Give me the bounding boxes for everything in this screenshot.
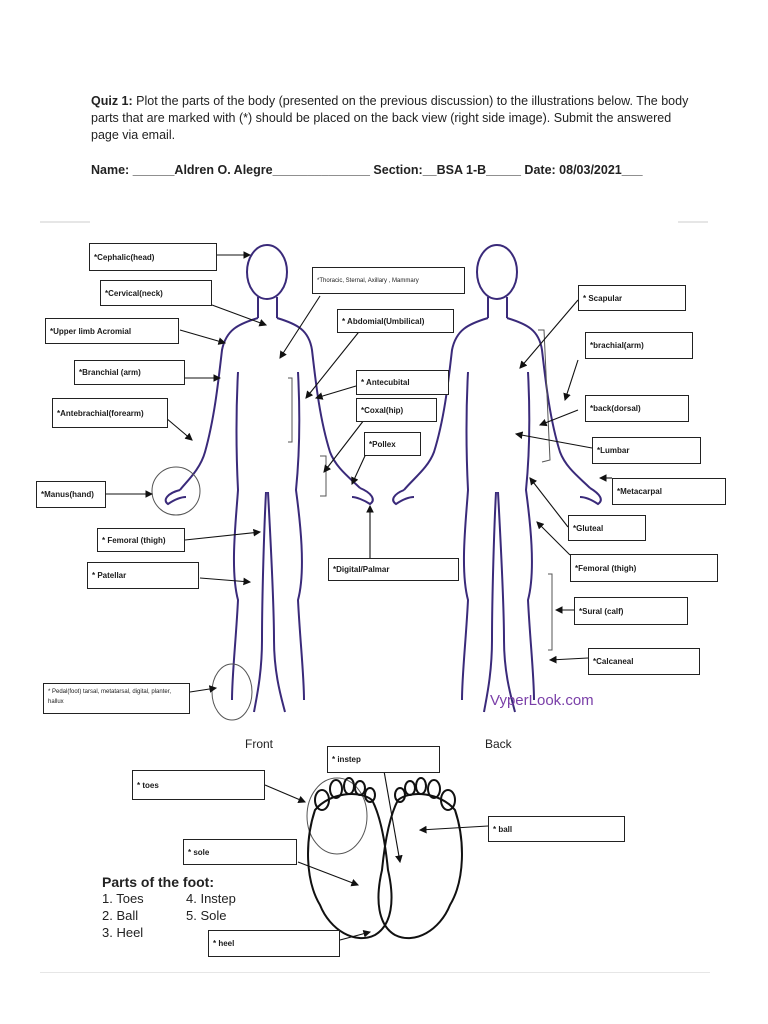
- label-back-dorsal: *back(dorsal): [585, 395, 689, 422]
- label-sole: * sole: [183, 839, 297, 865]
- quiz-label: Quiz 1:: [91, 94, 133, 108]
- label-metacarpal: *Metacarpal: [612, 478, 726, 505]
- instructions-text: Plot the parts of the body (presented on the previous discussion) to the illustrations below. The body parts that are marked with (*) should be placed on the back view (right side image). Submit the answered page via email.: [91, 94, 689, 142]
- feet-illustration: [308, 778, 462, 938]
- instructions-paragraph: [91, 93, 691, 144]
- section-label: Section:: [373, 163, 423, 177]
- label-coxal: *Coxal(hip): [356, 398, 437, 422]
- label-patellar: * Patellar: [87, 562, 199, 589]
- label-brachial-back: *brachial(arm): [585, 332, 693, 359]
- label-thoracic: *Thoracic, Sternal, Axillary , Mammary: [312, 267, 465, 294]
- label-antebrachial: *Antebrachial(forearm): [52, 398, 168, 428]
- date-label: Date:: [524, 163, 556, 177]
- label-branchial: *Branchial (arm): [74, 360, 185, 385]
- foot-part-item: 2. Ball: [102, 908, 139, 923]
- label-heel: * heel: [208, 930, 340, 957]
- watermark-text: VyperLook.com: [490, 692, 594, 709]
- foot-part-item: 5. Sole: [186, 908, 227, 923]
- label-upper-limb: *Upper limb Acromial: [45, 318, 179, 344]
- label-ball: * ball: [488, 816, 625, 842]
- hip-bracket: [320, 456, 326, 496]
- student-info-line: [91, 163, 711, 177]
- label-antecubital: * Antecubital: [356, 370, 449, 395]
- label-manus: *Manus(hand): [36, 481, 106, 508]
- label-cervical: *Cervical(neck): [100, 280, 212, 306]
- foot-part-item: 1. Toes: [102, 891, 144, 906]
- label-calcaneal: *Calcaneal: [588, 648, 700, 675]
- label-gluteal: *Gluteal: [568, 515, 646, 541]
- label-sural: *Sural (calf): [574, 597, 688, 625]
- divider-bottom: [40, 972, 710, 973]
- foot-part-item: 3. Heel: [102, 925, 144, 940]
- section-value: __BSA 1-B_____: [422, 163, 521, 177]
- divider-right: [678, 221, 708, 223]
- label-scapular: * Scapular: [578, 285, 686, 311]
- label-instep: * instep: [327, 746, 440, 773]
- name-value: ______Aldren O. Alegre______________: [132, 163, 370, 177]
- label-femoral-back: *Femoral (thigh): [570, 554, 718, 582]
- label-cephalic: *Cephalic(head): [89, 243, 217, 271]
- abdomen-bracket: [288, 378, 292, 442]
- label-lumbar: *Lumbar: [592, 437, 701, 464]
- foot-circle: [212, 664, 252, 720]
- label-abdominal: * Abdomial(Umbilical): [337, 309, 454, 333]
- label-pedal: * Pedal(foot) tarsal, metatarsal, digital, planter, hallux: [43, 683, 190, 714]
- label-pollex: *Pollex: [364, 432, 421, 456]
- calf-bracket: [548, 574, 552, 650]
- back-bracket: [538, 330, 550, 462]
- foot-part-item: 4. Instep: [186, 891, 236, 906]
- name-label: Name:: [91, 163, 130, 177]
- hand-circle: [152, 467, 200, 515]
- divider-left: [40, 221, 90, 223]
- label-femoral-front: * Femoral (thigh): [97, 528, 185, 552]
- date-value: 08/03/2021___: [559, 163, 643, 177]
- label-toes: * toes: [132, 770, 265, 800]
- caption-back: Back: [485, 737, 512, 751]
- label-digital: *Digital/Palmar: [328, 558, 459, 581]
- foot-parts-title: Parts of the foot:: [102, 874, 214, 890]
- toes-circle: [307, 778, 367, 854]
- caption-front: Front: [245, 737, 274, 751]
